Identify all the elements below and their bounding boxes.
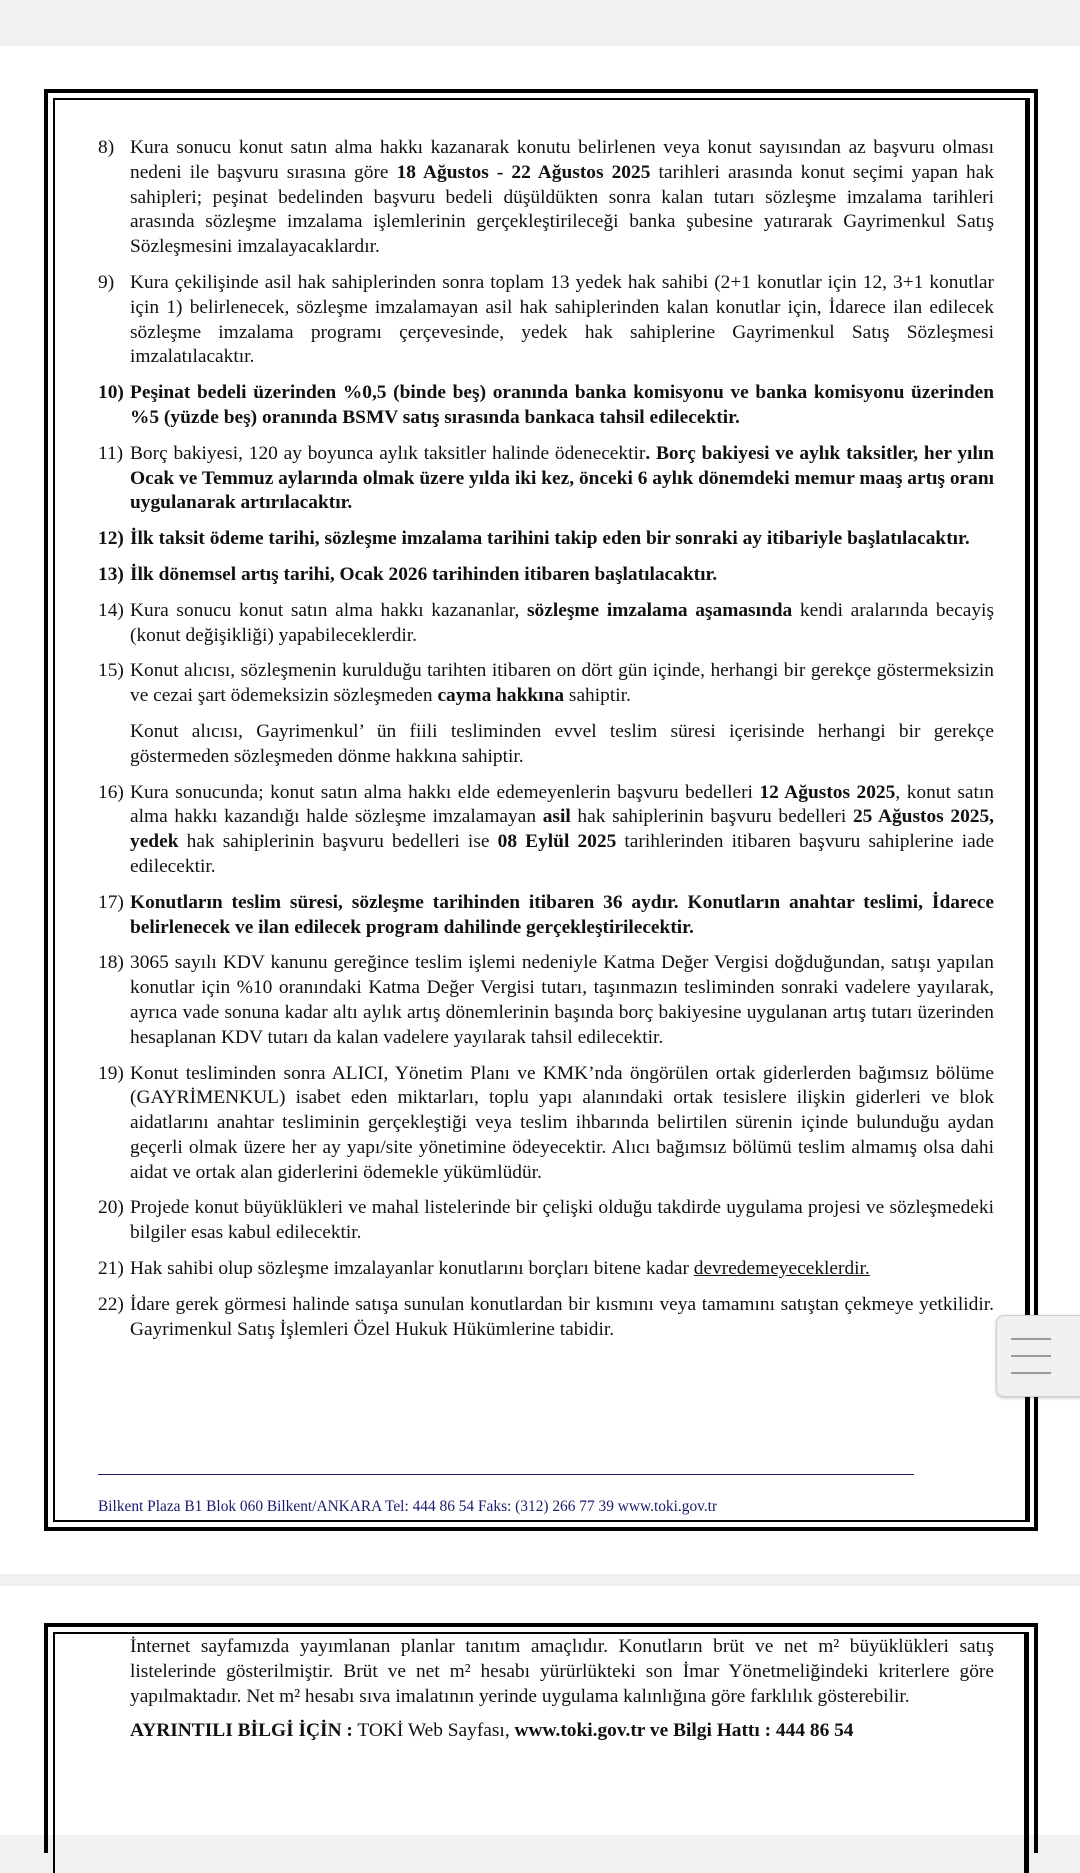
text-segment: Kura sonucu konut satın alma hakkı kazanarak konutu belirlenen veya konut sayısından az başvuru olması nedeni ile başvuru sırasına göre: [130, 137, 994, 183]
list-item: [98, 442, 994, 516]
item-number: 14): [98, 599, 124, 621]
item-subparagraph: Konut alıcısı, Gayrimenkul’ ün fiili tesliminden evvel teslim süresi içerisinde herhangi bir gerekçe göstermeden sözleşmeden dönme hakkına sahiptir.: [130, 720, 994, 767]
text-segment: kendi aralarında becayiş (konut değişikliği) yapabileceklerdir.: [130, 599, 994, 646]
item-text: [130, 781, 994, 880]
list-item: [98, 563, 994, 588]
text-segment: 25 Ağustos 2025, yedek: [130, 806, 995, 853]
item-number: 11): [98, 442, 124, 464]
item-text: [130, 1062, 994, 1186]
text-segment: Projede konut büyüklükleri ve mahal listelerinde bir çelişki olduğu takdirde uygulama projesi ve sözleşmedeki bilgiler esas kabul edilecektir.: [130, 1197, 994, 1244]
list-item: [98, 1257, 994, 1282]
item-number: 12): [98, 528, 124, 550]
item-number: 17): [98, 891, 124, 913]
text-segment: Konutların teslim süresi, sözleşme tarihinden itibaren 36 aydır. Konutların anahtar teslimi, İdarece belirlenecek ve ilan edilecek program dahilinde gerçekleştirilecektir.: [130, 891, 994, 938]
list-item: [98, 891, 994, 941]
text-segment: tarihleri arasında konut seçimi yapan hak sahipleri; peşinat bedelinden başvuru bedeli düşüldükten sonra kalan tutarı sözleşme imzalama tarihleri arasında sözleşme imzalama işlemlerinin gerçekleştirileceği banka şubesine yatırarak Gayrimenkul Satış Sözleşmesini imzalayacaklardır.: [130, 161, 995, 258]
item-text: [130, 951, 994, 1050]
text-segment: Kura çekilişinde asil hak sahiplerinden sonra toplam 13 yedek hak sahibi (2+1 konutlar için 12, 3+1 konutlar için 1) belirlenecek, sözleşme imzalamayan asil hak sahiplerinden kalan konutlar için, İdarece ilan edilecek sözleşme imzalama programı çerçevesinde, yedek hak sahiplerine Gayrimenkul Satış Sözleşmesi imzalatılacaktır.: [130, 271, 994, 368]
list-item: [98, 1293, 994, 1343]
viewer-top-bar: [0, 0, 1080, 46]
list-item: [98, 1062, 994, 1186]
text-segment: hak sahiplerinin başvuru bedelleri ise: [178, 831, 498, 853]
item-number: 20): [98, 1197, 124, 1219]
text-segment: sözleşme imzalama aşamasında: [527, 599, 793, 621]
item-number: 8): [98, 137, 115, 158]
text-segment: Hak sahibi olup sözleşme imzalayanlar konutlarını borçları bitene kadar: [130, 1258, 694, 1280]
item-number: 10): [98, 382, 124, 404]
item-number: 16): [98, 781, 124, 803]
text-segment: , konut satın alma hakkı kazandığı halde sözleşme imzalamayan: [130, 781, 994, 828]
menu-hamburger-button[interactable]: [996, 1315, 1080, 1397]
item-text: [130, 527, 994, 552]
text-segment: 12 Ağustos 2025: [759, 781, 896, 803]
page2-content: [98, 1635, 994, 1754]
text-segment: Konut tesliminden sonra ALICI, Yönetim Planı ve KMK’nda öngörülen ortak giderlerden bağımsız bölüme (GAYRİMENKUL) isabet eden miktarları, toplu yapı alanındaki ortak tesislere ilişkin giderleri ve blok aidatlarını anahtar tesliminin gerçekleştiği veya teslim ihbarında belirtilen sürenin içinde bulunduğu aydan geçerli olmak üzere her ay yapı/site yönetimine ödeyecektir. Alıcı bağımsız bölümü teslim almamış olsa dahi aidat ve ortak alan giderlerini ödemekle yükümlüdür.: [130, 1062, 994, 1183]
plans-notice-paragraph: İnternet sayfamızda yayımlanan planlar tanıtım amaçlıdır. Konutların brüt ve net m² büyüklükleri satış listelerinde gösterilmiştir. Brüt ve net m² hesabı yürürlükteki son İmar Yönetmeliğindeki kriterlere göre yapılmaktadır. Net m² hesabı sıva imalatının yerinde uygulama kalınlığına göre farklılık gösterebilir.: [130, 1636, 994, 1707]
text-segment: Borç bakiyesi, 120 ay boyunca aylık taksitler halinde ödenecektir: [130, 442, 646, 464]
text-segment: . Borç bakiyesi ve aylık taksitler, her yılın Ocak ve Temmuz aylarında olmak üzere yılda iki kez, önceki 6 aylık dönemdeki memur maaş artış oranı uygulanarak artırılacaktır.: [130, 442, 995, 514]
text-segment: Konut alıcısı, sözleşmenin kurulduğu tarihten itibaren on dört gün içinde, herhangi bir gerekçe göstermeksizin ve cezai şart ödemeksizin sözleşmeden: [130, 660, 994, 707]
text-segment: cayma hakkına: [437, 685, 565, 707]
text-segment: Kura sonucunda; konut satın alma hakkı elde edemeyenlerin başvuru bedelleri: [130, 781, 760, 803]
item-text: [130, 1196, 994, 1246]
item-number: 13): [98, 563, 124, 585]
item-number: 22): [98, 1293, 124, 1315]
list-item: [98, 781, 994, 880]
text-segment: sahiptir.: [564, 685, 631, 707]
footer-address: Bilkent Plaza B1 Blok 060 Bilkent/ANKARA Tel: 444 86 54 Faks: (312) 266 77 39 www.toki.gov.tr: [98, 1498, 718, 1515]
info-mid: TOKİ Web Sayfası,: [352, 1720, 515, 1742]
item-text: [130, 1293, 994, 1343]
document-page-2: [0, 1586, 1080, 1835]
item-number: 9): [98, 271, 115, 293]
item-text: [130, 1257, 994, 1282]
text-segment: Peşinat bedeli üzerinden %0,5 (binde beş) oranında banka komisyonu ve banka komisyonu üzerinden %5 (yüzde beş) oranında BSMV satış sırasında bankaca tahsil edilecektir.: [130, 382, 994, 428]
document-page-1: [0, 46, 1080, 1574]
text-segment: Kura sonucu konut satın alma hakkı kazananlar,: [130, 599, 527, 621]
list-item: [98, 1196, 994, 1246]
text-segment: asil: [542, 806, 571, 828]
item-text: [130, 136, 994, 260]
item-text: [130, 381, 994, 431]
text-segment: 3065 sayılı KDV kanunu gereğince teslim işlemi nedeniyle Katma Değer Vergisi doğduğundan, satışı yapılan konutlar için %10 oranındaki Katma Değer Vergisi tutarı, taşınmazın tesliminden sonraki vadelere yayılarak, ayrıca vade sonuna kadar altı aylık artış dönemlerinin başında borç bakiyesine uygulanan artış tutarı üzerinden hesaplanan KDV tutarı da kalan vadelere yayılarak tahsil edilecektir.: [130, 952, 994, 1048]
text-segment: İlk taksit ödeme tarihi, sözleşme imzalama tarihini takip eden bir sonraki ay itibariyle başlatılacaktır.: [130, 528, 970, 550]
info-label: AYRINTILI BİLGİ İÇİN :: [130, 1720, 353, 1742]
list-item: [98, 271, 994, 370]
footer-divider: [98, 1474, 914, 1475]
item-number: 18): [98, 952, 124, 974]
list-item: [98, 527, 994, 552]
contact-info-line: [130, 1719, 994, 1744]
text-segment: tarihlerinden itibaren başvuru sahiplerine iade edilecektir.: [130, 831, 994, 877]
list-item: [98, 381, 994, 431]
list-item: [98, 659, 994, 709]
info-website-phone: www.toki.gov.tr ve Bilgi Hattı : 444 86 54: [514, 1720, 854, 1742]
text-segment: İdare gerek görmesi halinde satışa sunulan konutlardan bir kısmını veya tamamını satıştan çekmeye yetkilidir. Gayrimenkul Satış İşlemleri Özel Hukuk Hükümlerine tabidir.: [130, 1293, 994, 1340]
text-segment: 08 Eylül 2025: [497, 831, 617, 853]
item-text: [130, 599, 994, 649]
list-item: [98, 599, 994, 649]
list-item: [98, 951, 994, 1050]
item-number: 15): [98, 660, 124, 682]
item-text: [130, 659, 994, 709]
text-segment: İlk dönemsel artış tarihi, Ocak 2026 tarihinden itibaren başlatılacaktır.: [130, 563, 718, 585]
item-text: [130, 563, 994, 588]
item-number: 21): [98, 1258, 124, 1280]
item-number: 19): [98, 1062, 124, 1084]
item-text: [130, 891, 994, 941]
item-text: [130, 271, 994, 370]
numbered-terms-list: [98, 136, 994, 1353]
text-segment: hak sahiplerinin başvuru bedelleri: [570, 806, 853, 828]
text-segment: devredemeyeceklerdir.: [693, 1258, 870, 1280]
text-segment: 18 Ağustos - 22 Ağustos 2025: [396, 161, 651, 183]
list-item: [98, 136, 994, 260]
item-text: [130, 442, 994, 516]
